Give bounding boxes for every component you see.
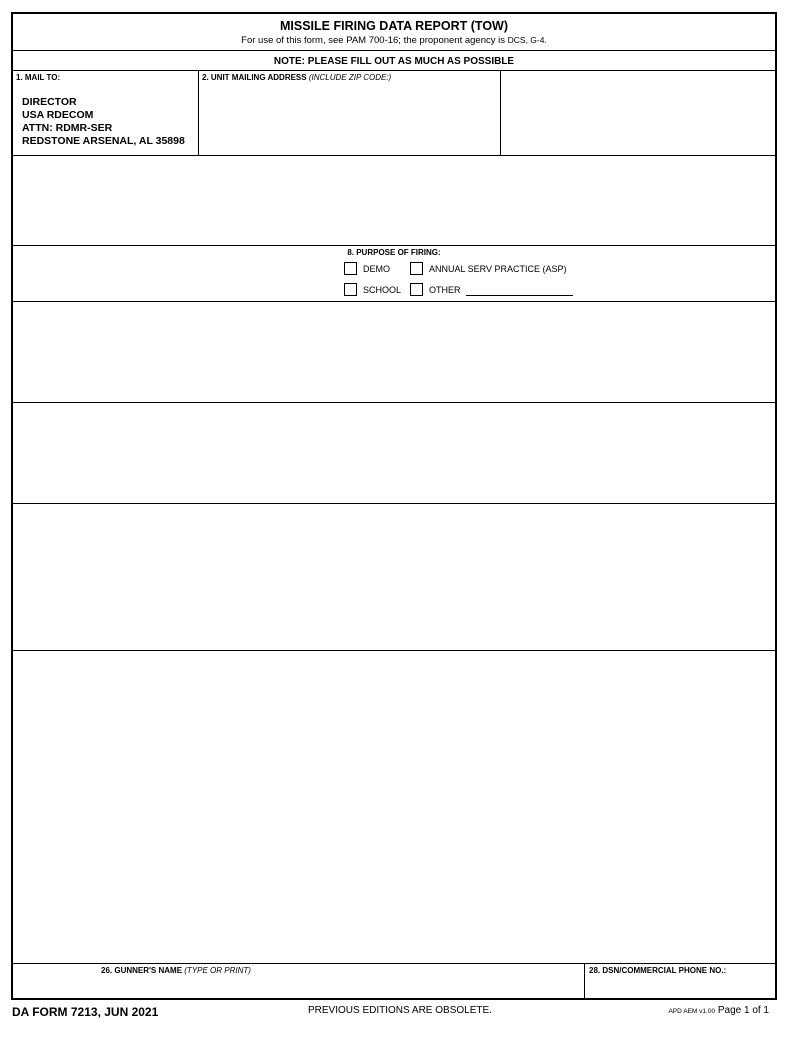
unit-address-field[interactable] [199, 84, 499, 154]
divider [13, 50, 775, 51]
address-line: ATTN: RDMR-SER [22, 122, 113, 134]
gunner-name-label-text: 26. GUNNER'S NAME [101, 966, 183, 975]
other-checkbox[interactable] [410, 283, 423, 296]
demo-label: DEMO [363, 264, 390, 274]
unlabeled-field[interactable] [501, 72, 777, 154]
mail-to-address [22, 96, 185, 148]
asp-label: ANNUAL SERV PRACTICE (ASP) [429, 264, 567, 274]
address-line: REDSTONE ARSENAL, AL 35898 [22, 135, 185, 147]
gunner-name-field[interactable] [13, 976, 583, 999]
form-subtitle [13, 35, 775, 46]
divider [13, 245, 775, 246]
other-label: OTHER [429, 285, 461, 295]
form-title: MISSILE FIRING DATA REPORT (TOW) [280, 19, 508, 33]
unit-address-label-text: 2. UNIT MAILING ADDRESS [202, 73, 307, 82]
phone-label: 28. DSN/COMMERCIAL PHONE NO.: [589, 966, 727, 975]
divider [584, 964, 585, 1000]
school-label: SCHOOL [363, 285, 402, 295]
mail-to-label: 1. MAIL TO: [16, 73, 61, 82]
purpose-of-firing-label: 8. PURPOSE OF FIRING: [347, 248, 441, 257]
address-line: USA RDECOM [22, 109, 94, 121]
other-text-field[interactable] [466, 295, 573, 296]
proponent-agency: DCS, G-4. [507, 35, 547, 45]
gunner-name-label [101, 966, 251, 975]
blank-section[interactable] [13, 403, 777, 502]
unit-address-hint: (INCLUDE ZIP CODE:) [308, 73, 392, 82]
asp-checkbox[interactable] [410, 262, 423, 275]
phone-field[interactable] [586, 976, 776, 999]
school-checkbox[interactable] [344, 283, 357, 296]
form-number: DA FORM 7213, JUN 2021 [12, 1005, 159, 1019]
demo-checkbox[interactable] [344, 262, 357, 275]
page-number: Page 1 of 1 [717, 1005, 769, 1016]
page-info [668, 1005, 769, 1016]
apd-version: APD AEM v1.00 [668, 1008, 716, 1015]
blank-section[interactable] [13, 651, 777, 962]
unit-address-label [202, 73, 391, 82]
blank-section[interactable] [13, 504, 777, 650]
divider [13, 70, 775, 71]
divider [13, 963, 775, 964]
gunner-name-hint: (TYPE OR PRINT) [184, 966, 251, 975]
editions-notice: PREVIOUS EDITIONS ARE OBSOLETE. [308, 1005, 492, 1016]
subtitle-text: For use of this form, see PAM 700-16; the proponent agency is [241, 35, 508, 46]
blank-section[interactable] [13, 156, 777, 244]
form-frame [11, 12, 777, 1000]
fill-note: NOTE: PLEASE FILL OUT AS MUCH AS POSSIBLE [273, 56, 515, 67]
address-line: DIRECTOR [22, 96, 77, 108]
blank-section[interactable] [13, 302, 777, 401]
